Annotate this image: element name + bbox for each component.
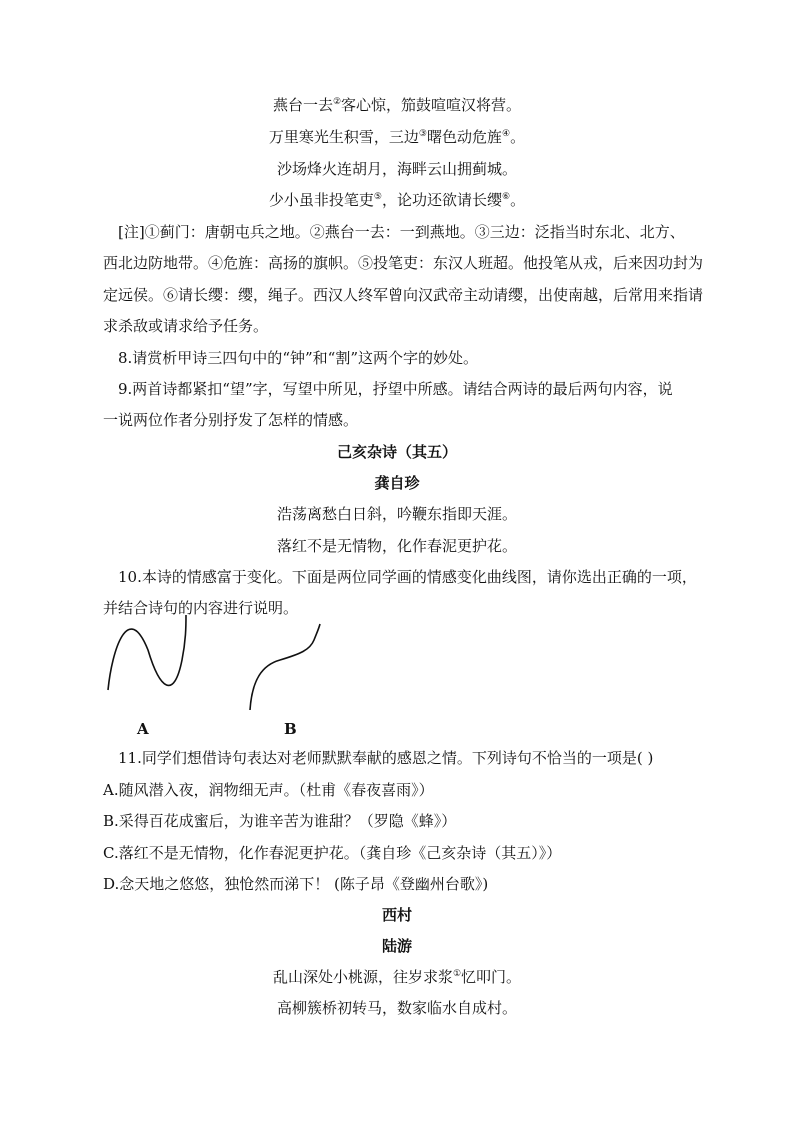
notes-line-4: 求杀敌或请求给予任务。 bbox=[103, 317, 269, 335]
poem-yi-line-2: 万里寒光生积雪，三边③曙色动危旌④。 bbox=[268, 128, 526, 146]
question-11-option-c: C.落红不是无情物，化作春泥更护花。（龚自珍《己亥杂诗（其五）》） bbox=[103, 844, 562, 862]
footnote-marker: ③ bbox=[418, 129, 427, 139]
question-10-line-1: 10.本诗的情感富于变化。下面是两位同学画的情感变化曲线图，请你选出正确的一项， bbox=[118, 568, 697, 586]
question-11-option-d: D.念天地之悠悠，独怆然而涕下！ (陈子昂《登幽州台歌》) bbox=[103, 875, 489, 893]
question-10-line-2: 并结合诗句的内容进行说明。 bbox=[103, 599, 299, 617]
notes-line-2: 西北边防地带。④危旌：高扬的旗帜。⑤投笔吏：东汉人班超。他投笔从戎，后来因功封为 bbox=[103, 254, 704, 272]
poem-jihai-author: 龚自珍 bbox=[374, 474, 420, 492]
footnote-marker: ⑤ bbox=[373, 192, 382, 202]
question-9-line-1: 9.两首诗都紧扣“望”字，写望中所见，抒望中所感。请结合两诗的最后两句内容，说 bbox=[118, 380, 673, 398]
poem-xicun-author: 陆游 bbox=[381, 937, 412, 955]
footnote-marker: ⑥ bbox=[502, 192, 511, 202]
poem-jihai-line-1: 浩荡离愁白日斜，吟鞭东指即天涯。 bbox=[276, 505, 517, 523]
footnote-marker: ④ bbox=[502, 129, 511, 139]
notes-line-1: [注]①蓟门：唐朝屯兵之地。②燕台一去：一到燕地。③三边：泛指当时东北、北方、 bbox=[118, 223, 685, 241]
poem-xicun-line-1: 乱山深处小桃源，往岁求浆①忆叩门。 bbox=[272, 968, 522, 986]
question-11-stem: 11.同学们想借诗句表达对老师默默奉献的感恩之情。下列诗句不恰当的一项是( ) bbox=[118, 749, 654, 767]
curve-b-label: B bbox=[284, 720, 297, 738]
notes-line-3: 定远侯。⑥请长缨：缨，绳子。西汉人终军曾向汉武帝主动请缨，出使南越，后常用来指请 bbox=[103, 286, 704, 304]
curve-b bbox=[250, 624, 320, 710]
question-11-option-b: B.采得百花成蜜后，为谁辛苦为谁甜？（罗隐《蜂》） bbox=[103, 812, 457, 830]
footnote-marker: ② bbox=[332, 97, 342, 107]
poem-yi-line-3: 沙场烽火连胡月，海畔云山拥蓟城。 bbox=[276, 160, 517, 178]
poem-yi-line-1: 燕台一去②客心惊，笳鼓喧喧汉将营。 bbox=[272, 96, 522, 114]
question-8: 8.请赏析甲诗三四句中的“钟”和“割”这两个字的妙处。 bbox=[118, 349, 478, 367]
poem-jihai-title: 己亥杂诗（其五） bbox=[336, 443, 457, 461]
poem-xicun-line-2: 高柳簇桥初转马，数家临水自成村。 bbox=[276, 999, 517, 1017]
curve-a-label: A bbox=[137, 720, 149, 738]
question-11-option-a: A.随风潜入夜，润物细无声。（杜甫《春夜喜雨》） bbox=[103, 781, 434, 799]
question-9-line-2: 一说两位作者分别抒发了怎样的情感。 bbox=[103, 411, 359, 429]
poem-xicun-title: 西村 bbox=[381, 906, 412, 924]
curve-a bbox=[108, 615, 186, 690]
poem-yi-line-4: 少小虽非投笔吏⑤，论功还欲请长缨⑥。 bbox=[268, 191, 526, 209]
footnote-marker: ① bbox=[452, 969, 462, 979]
poem-jihai-line-2: 落红不是无情物，化作春泥更护花。 bbox=[276, 537, 517, 555]
